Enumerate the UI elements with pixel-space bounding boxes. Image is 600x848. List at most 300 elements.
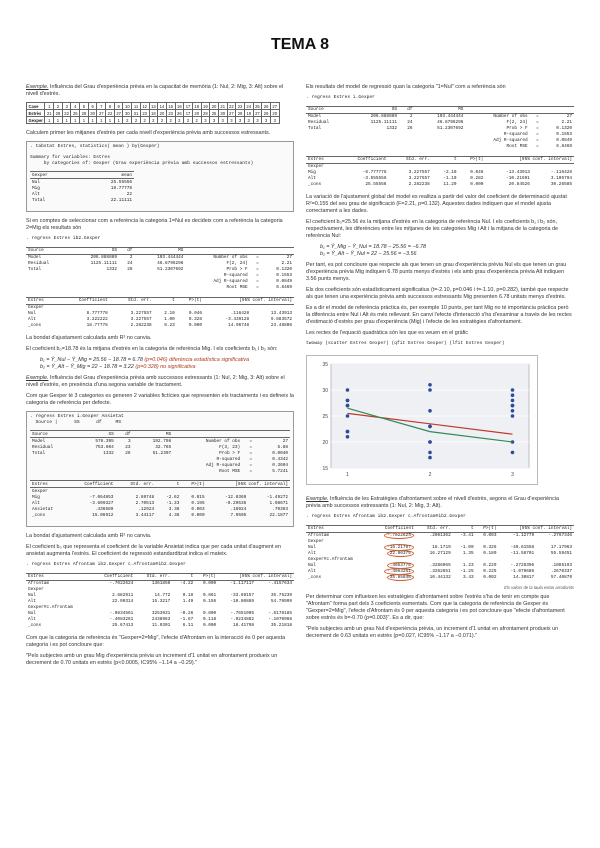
table-cell: 25 [255, 103, 260, 109]
table-row [306, 144, 574, 150]
data-point [428, 451, 432, 455]
table-cell: Adj R-squared [213, 279, 248, 285]
table-cell: 13.43913 [270, 311, 292, 317]
table-cell: 25 [72, 110, 78, 116]
table-cell: 2 [175, 117, 184, 124]
table-cell: Gexper#c.Afrontam [28, 605, 73, 611]
table-header-cell: SS [348, 106, 399, 113]
table-cell: 3 [210, 117, 219, 124]
table-cell: 20 [194, 110, 200, 116]
table-cell: F(2, 24) [226, 261, 248, 267]
table-cell: 3 [262, 117, 271, 124]
table-cell: 30 [220, 110, 226, 116]
coefficient-table [26, 297, 294, 329]
table-cell: Prob > F [506, 126, 528, 132]
table-cell: 21 [220, 103, 226, 109]
table-cell: 15 [168, 103, 174, 109]
table-header-cell [173, 431, 242, 438]
table-cell: 0.000 [188, 323, 202, 329]
table-cell: -6.777778 [362, 170, 387, 176]
table-cell: 23 [142, 110, 147, 116]
table-cell: -1.49272 [266, 494, 288, 500]
data-point [428, 388, 432, 392]
table-cell: 0.328 [188, 317, 202, 323]
table-header-cell: MS [135, 247, 186, 254]
table-cell [399, 144, 415, 150]
table-cell: 0.1320 [276, 267, 292, 273]
table-cell: 1332 [386, 126, 397, 132]
table-cell: 20 [272, 110, 278, 116]
table-cell: = [256, 273, 259, 279]
table-cell: 30.26585 [550, 182, 572, 188]
table-cell: 27 [272, 103, 278, 109]
table-header-cell: [95% conf. interval] [204, 297, 294, 304]
table-cell: Model [32, 438, 46, 444]
table-cell: 17.17963 [550, 545, 572, 551]
table-cell: 26 [263, 103, 269, 109]
table-header-cell [242, 431, 254, 438]
scatter-chart [306, 355, 538, 485]
table-cell [26, 285, 68, 291]
table-cell: -.1070968 [268, 617, 292, 623]
table-cell [133, 468, 174, 474]
table-cell: 6.777778 [86, 311, 108, 317]
table-cell [75, 468, 116, 474]
table-cell: Afrontam [308, 533, 330, 539]
page-title: TEMA 8 [270, 36, 330, 53]
table-header-row [306, 156, 574, 163]
table-row [26, 285, 294, 291]
table-cell: = [256, 261, 259, 267]
table-cell: -10.21691 [506, 176, 530, 182]
highlighted-value: -16.21797 [384, 544, 414, 551]
highlighted-value: 35.85848 [387, 574, 414, 581]
paragraph: La bondat d'ajustament calculada amb R² no canvia. [26, 334, 152, 341]
table-header-cell: Std. err. [388, 156, 431, 163]
table-cell: 2 [184, 117, 193, 124]
table-header-cell: t [432, 156, 459, 163]
table-header-row [30, 431, 290, 438]
x-tick-label: 3 [511, 472, 514, 479]
table-cell: Alt [308, 176, 316, 182]
table-cell: 17 [185, 110, 191, 116]
table-cell: _cons [28, 323, 42, 329]
table-cell: 8 [106, 103, 115, 110]
table-cell: 23.48808 [270, 323, 292, 329]
paragraph: La variació de l'ajustament global del model es realitza a partir del valor del coeficient de determinació ajustat R²=0.155 del seu grau de significació (F=2.21, p=0.132). Aquestes dades indiquen que el model ajusta correctament a les dades. [306, 193, 567, 214]
coefficient-table [306, 525, 574, 581]
data-point [511, 399, 515, 403]
data-table [26, 102, 280, 124]
table-header-cell: Estres [26, 297, 57, 304]
table-cell: 5.7241 [272, 468, 288, 474]
table-cell: 20 [211, 103, 217, 109]
table-cell: .16924 [230, 506, 247, 512]
table-cell: 206.888889 [370, 114, 397, 120]
table-cell: 1.35 [463, 551, 474, 557]
table-cell: Nul [32, 179, 40, 185]
table-cell: -7.064853 [89, 494, 114, 500]
table-cell: 27 [566, 114, 572, 120]
table-cell: -.2728396 [510, 563, 535, 569]
paragraph: Per determinar com influeixen les estratègies d'afrontament sobre l'estrès s'ha de tenir en compte que "Afrontam" forma part dels 3 coeficients esmentats. Com que la categoria de referència de Gexper és "Gexper=2=Mig", l'efecte d'Afrontam és 0 per aquesta categoria i es pot concloure que "efecte d'afrontament sobre estrès és b=-0.70 (p=0.003)". Es a dir, que: [306, 593, 565, 621]
table-cell: 18.41798 [232, 623, 255, 629]
table-cell: 2.282238 [408, 182, 430, 188]
table-cell: 27 [286, 255, 292, 261]
table-header-row [26, 297, 294, 304]
table-header-cell: Coefficient [91, 573, 135, 580]
table-header-row [26, 573, 294, 580]
table-cell: 0.003 [191, 506, 205, 512]
table-cell: 3.38 [168, 506, 180, 512]
table-cell: -1.12779 [513, 533, 535, 539]
table-cell: = [249, 450, 253, 456]
table-cell: 20 [159, 110, 165, 116]
table-cell: Alt [308, 551, 316, 557]
table-row [27, 103, 280, 110]
table-cell: 35.21818 [270, 623, 292, 629]
table-cell: Case [27, 103, 45, 110]
table-cell: 1 [45, 103, 54, 110]
table-cell: 26 [407, 126, 413, 132]
table-cell: = [536, 132, 539, 138]
table-cell: 57.40879 [550, 575, 572, 581]
table-cell: 1 [54, 117, 63, 124]
table-cell: 2.21 [281, 261, 292, 267]
table-cell: 11.9301 [151, 623, 171, 629]
table-cell: 2 [140, 117, 149, 124]
table-cell: 23 [125, 444, 131, 450]
table-cell: = [249, 462, 253, 468]
table-cell: Estrès [27, 110, 45, 117]
table-cell: -2.10 [443, 170, 457, 176]
table-cell: -3.609327 [89, 500, 114, 506]
table-cell: 0.000 [203, 581, 217, 587]
table-cell: 1 [106, 117, 115, 124]
table-cell: 3253931 [151, 611, 171, 617]
table-cell: Alt [32, 191, 40, 197]
table-header-cell [185, 247, 249, 254]
paragraph: La bondat d'ajustament calculada amb R² no canvia. [26, 533, 152, 540]
table-cell: 0.800 [203, 611, 217, 617]
table-cell: -1.00 [460, 545, 474, 551]
table-cell: 22.90314 [112, 599, 134, 605]
table-header-cell [530, 106, 541, 113]
table-cell: 26 [125, 450, 131, 456]
table-row [30, 512, 290, 518]
table-header-cell: P>|t| [459, 156, 486, 163]
table-cell: .3262651 [429, 569, 451, 575]
data-point [346, 404, 350, 408]
table-cell: Gexper [28, 587, 44, 593]
table-cell: R-squared [223, 273, 248, 279]
table-cell: 6.8469 [276, 285, 292, 291]
table-cell: Gexper [32, 488, 48, 494]
example-3 [306, 496, 574, 510]
table-cell: 24 [246, 103, 252, 109]
table-header-cell: df [119, 247, 135, 254]
table-cell: 753.604 [95, 444, 114, 450]
table-cell: 18.77778 [110, 185, 132, 191]
data-point [346, 430, 350, 434]
table-cell: 1332 [106, 267, 117, 273]
table-cell: 51.2307692 [157, 267, 184, 273]
anova-table [30, 430, 290, 474]
table-cell: _cons [32, 512, 46, 518]
table-cell: 29 [237, 110, 243, 116]
table-cell: 2 [166, 117, 175, 124]
data-point [346, 399, 350, 403]
coefficient-table [26, 573, 294, 629]
chart-caption: Les rectes de l'equació quadràtica són les que es veuen en el gràfic [306, 329, 468, 336]
table-cell: Adj R-squared [493, 138, 528, 144]
highlighted-value: 22.00375 [387, 550, 414, 557]
table-cell: Total [32, 450, 46, 456]
table-cell: 6.11 [182, 623, 194, 629]
paragraph: Es a dir el model de referència pràctica és, per exemple 10 punts, per tant Mig no té importància pràctica però la diferència entre Nul i Alt és més rellevant. En canvi l'efecte d'interacció s'ha d'examinar a través de les rectes d'estimació d'estrès per grau d'experiència (Mig) i l'efecte de les estratègies d'afrontament. [306, 304, 572, 325]
table-cell: = [536, 120, 539, 126]
table-cell: Alt [28, 617, 36, 623]
data-point [428, 409, 432, 413]
table-cell: 3 [218, 117, 227, 124]
table-header-cell: P>|t| [181, 481, 206, 488]
table-cell: 0.118 [203, 617, 217, 623]
equation-note: (p=0.046) diferència estadística significativa [144, 356, 250, 363]
table-cell: 18 [194, 103, 200, 109]
table-cell: Root MSE [226, 285, 248, 291]
table-cell: 16.1719 [432, 545, 451, 551]
table-cell: 23 [168, 110, 174, 116]
table-cell: = [536, 126, 539, 132]
table-note: Els valors de la taula estan arrodonits [504, 584, 574, 590]
table-cell: .2670337 [550, 569, 572, 575]
table-cell: Gexper [308, 539, 324, 545]
stata-command: . regress Estres i.Gexper Ansietat Source | SS df MS [30, 413, 124, 425]
table-cell: 3 [244, 117, 253, 124]
stata-command: . regress Estres Afrontam ib2.Gexper c.Afrontam#ib2.Gexper [26, 562, 186, 568]
table-cell: = [536, 114, 539, 120]
y-tick-label: 30 [322, 388, 328, 395]
table-header-cell [261, 247, 294, 254]
table-cell: 46.8796296 [437, 120, 464, 126]
table-cell: 27 [98, 110, 104, 116]
right-column [306, 84, 574, 644]
table-header-cell: [95% conf. interval] [485, 156, 574, 163]
table-cell: 3.43 [463, 575, 474, 581]
table-header-cell [250, 247, 261, 254]
table-cell: = [249, 456, 253, 462]
table-cell: 3.222222 [86, 317, 108, 323]
table-header-cell [541, 106, 574, 113]
table-cell: = [256, 285, 259, 291]
example-text: Influència del Grau d'experiència prèvia amb successos estressants (1: Nul, 2: Mig, 3: Alt) sobre el nivell d'estrès, en presència d'una segona variable de tractament. [26, 374, 285, 388]
table-cell: _cons [308, 575, 322, 581]
table-cell: 7 [97, 103, 106, 110]
data-point [428, 456, 432, 460]
equation-text: b₁ = Ȳ_Mig − Ȳ_Nul = 18.78 − 25.56 = −6.78 [320, 243, 426, 250]
table-header-cell: Coefficient [371, 525, 416, 532]
table-cell: 21 [46, 110, 52, 116]
table-header-row [306, 106, 574, 113]
table-cell: 1 [62, 117, 71, 124]
table-cell: = [536, 144, 539, 150]
table-cell: Model [28, 255, 42, 261]
table-cell: -1.10 [443, 176, 457, 182]
mean-table [30, 171, 134, 203]
paragraph: Per tant, es pot concloure que respecte als que tenen un grau d'experiència prèvia Nul els que tenen un grau d'experiència prèvia Mig indiquen 6.78 punts menys d'estrès i els amb grau d'experiència prèvia Alt indiquen 3.56 punts menys. [306, 261, 567, 282]
conclusion-quote: "Pels subjectes amb un grau Nul d'experiència prèvia, un increment d'1 unitat en afrontament produeix un decrement de 0.63 unitats en estrès (p=0.027, IC95% −1.17 a −0.071)." [306, 625, 559, 639]
table-header-cell: P>|t| [177, 297, 204, 304]
table-cell: 206.888889 [90, 255, 117, 261]
table-cell: Model [308, 114, 322, 120]
table-cell: 26 [177, 110, 182, 116]
table-cell: 3 [227, 117, 236, 124]
table-cell: 25.67413 [112, 623, 134, 629]
data-point [511, 451, 515, 455]
table-header-cell: df [399, 106, 415, 113]
table-cell: 0.015 [191, 494, 205, 500]
stata-command: . tabstat Estres, statistics( mean ) by(Gexper) Summary for variables: Estres by categories of: Gexper (Grau experiència prèvia amb successos estressants) [30, 144, 254, 166]
table-cell: -1.25 [460, 569, 474, 575]
table-header-cell: mean [76, 172, 134, 179]
table-cell: 1.00 [164, 317, 175, 323]
table-cell: 4 [71, 103, 80, 110]
table-cell: 30 [90, 110, 95, 116]
table-cell: Root MSE [219, 468, 241, 474]
table-cell: 2 [129, 255, 133, 261]
table-cell: Prob > F [219, 450, 241, 456]
table-cell: 9 [114, 103, 123, 110]
table-cell: Residual [32, 444, 54, 450]
table-cell: = [256, 255, 259, 261]
table-cell: 2438963 [151, 617, 171, 623]
table-header-cell: t [453, 525, 476, 532]
table-header-cell: Coefficient [57, 297, 109, 304]
table-header-cell: Std. err. [110, 297, 154, 304]
table-header-cell: Std. err. [115, 481, 156, 488]
table-cell: Residual [308, 120, 330, 126]
highlighted-value: .4053778 [387, 562, 414, 569]
table-cell: 578.395 [95, 438, 114, 444]
table-header-cell: P>|t| [476, 525, 499, 532]
table-cell: -2.62 [166, 494, 180, 500]
table-cell: Alt [32, 500, 40, 506]
table-cell: Alt [28, 599, 36, 605]
table-cell: 25.55556 [110, 179, 132, 185]
table-header-cell: SS [68, 247, 119, 254]
table-cell: 2.21 [561, 120, 572, 126]
table-cell: 1 [97, 117, 106, 124]
paragraph: El coeficient b₀=25.56 és la mitjana d'estrès en la categoria de referència Nul. I els coeficients b₁ i b₂ són, respectivament, les diferències entre les mitjanes de les categories Mig i Alt i la mitjana de la categoria de referència Nul: [306, 218, 558, 239]
table-cell: 0.1553 [276, 273, 292, 279]
table-cell: 22 [229, 103, 234, 109]
paragraph: El coeficient b₀ que representa el coeficient de la variable Ansietat indica que per cada unitat d'augment en ansietat augmenta l'estrès. El coeficient de regressió estandarditzat indica el mateix. [26, 544, 281, 558]
table-cell: F(3, 23) [219, 444, 241, 450]
y-tick-label: 20 [322, 440, 328, 447]
table-cell: 0.0040 [272, 450, 288, 456]
table-cell: -10.80889 [230, 599, 255, 605]
data-point [511, 414, 515, 418]
table-cell: Mig [32, 185, 40, 191]
table-row [30, 468, 290, 474]
table-cell: Number of obs [205, 438, 241, 444]
table-cell: 0.000 [191, 512, 205, 518]
table-cell: Gexper [28, 117, 43, 123]
table-header-row [30, 172, 134, 179]
table-header-cell: Source [306, 106, 348, 113]
table-cell [306, 144, 348, 150]
table-cell: 0.046 [188, 311, 202, 317]
table-cell: 16 [177, 103, 182, 109]
table-cell: 28 [55, 110, 61, 116]
table-cell [415, 144, 466, 150]
highlighted-value: -.7022624 [384, 532, 414, 539]
table-header-row [30, 481, 290, 488]
table-cell: -1.67 [180, 617, 194, 623]
table-cell: -13.43913 [506, 170, 530, 176]
table-cell: 13 [151, 103, 156, 109]
table-cell: 2 [123, 117, 132, 124]
table-cell: 1 [114, 117, 123, 124]
table-cell: 18.77778 [86, 323, 108, 329]
table-cell: 1125.11111 [370, 120, 397, 126]
table-cell: 0.189 [483, 551, 497, 557]
table-cell: -.7651005 [230, 611, 255, 617]
table-cell: 10 [124, 103, 130, 109]
table-cell: R-squared [503, 132, 528, 138]
table-cell: 2.70513 [135, 500, 155, 506]
table-cell: .70393 [272, 506, 288, 512]
table-cell: 27 [116, 110, 121, 116]
table-header-row [26, 247, 294, 254]
table-cell: -1.117117 [230, 581, 255, 587]
table-header-cell: Source [26, 247, 68, 254]
table-cell: Afrontam [28, 581, 50, 587]
left-column [26, 84, 294, 671]
data-point [428, 425, 432, 429]
paragraph: Els dos coeficients són estadísticament significatius (t=-2.10, p=0.046 i t=-1.10, p=0.282), també que respecte als que tenen una experiència prèvia amb successos estressants Mig presenten 6.78 unitats menys d'estrès. [306, 286, 569, 300]
table-cell [371, 575, 416, 581]
table-cell: 14.06748 [228, 323, 250, 329]
table-cell: 22 [64, 110, 69, 116]
table-cell: 51.2307692 [437, 126, 464, 132]
table-cell: Alt [28, 317, 36, 323]
table-cell: 2.10 [164, 311, 175, 317]
data-point [346, 435, 350, 439]
table-cell: 0.229 [483, 563, 497, 569]
table-cell: Prob > F [226, 267, 248, 273]
table-cell: 14.30817 [513, 575, 535, 581]
data-point [511, 388, 515, 392]
table-header-cell: Std. err. [135, 573, 172, 580]
table-cell: = [249, 468, 253, 474]
coefficient-table [306, 156, 574, 188]
table-cell: 20.84526 [508, 182, 530, 188]
paragraph: Els resultats del model de regressió quan la categoria "1=Nul" com a referència són [306, 84, 506, 90]
table-cell: 24 [127, 261, 133, 267]
table-cell: 2 [132, 117, 141, 124]
table-cell [68, 285, 119, 291]
paragraph: Com que Gexper té 3 categories es generen 2 variables fictícies que representen els tractaments i es defineix la categoria de referència per defecte. [26, 392, 294, 406]
table-cell: 0.861 [203, 593, 217, 599]
table-cell: 0.4342 [272, 456, 288, 462]
table-cell: 1332 [103, 450, 114, 456]
table-cell: 0.1320 [556, 126, 572, 132]
table-cell: 11.20 [443, 182, 457, 188]
table-header-cell: Estres [30, 481, 67, 488]
table-cell: = [256, 267, 259, 273]
equation-note: (p=0.328) no significativa [135, 363, 196, 370]
